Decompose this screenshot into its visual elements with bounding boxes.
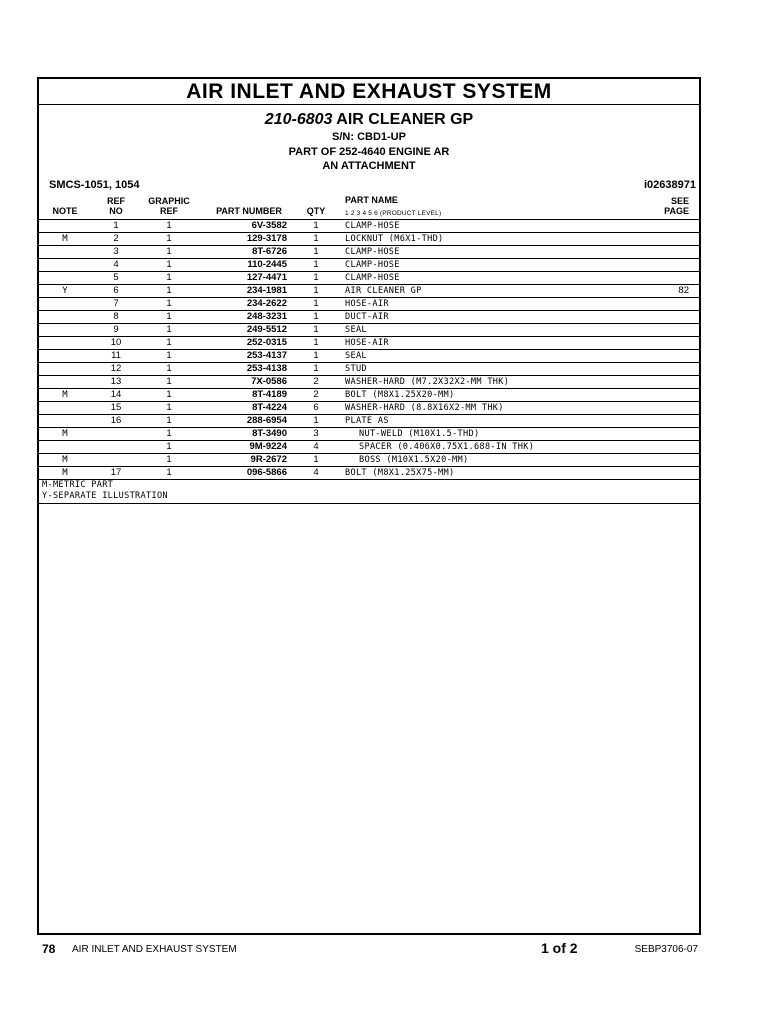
qty-cell: 3	[313, 428, 319, 439]
graphic-ref-cell: 1	[166, 298, 172, 309]
part-name-cell: CLAMP-HOSE	[345, 260, 400, 270]
part-name-cell: BOLT (M8X1.25X75-MM)	[345, 468, 455, 478]
qty-cell: 1	[313, 415, 319, 426]
table-row	[39, 402, 699, 415]
graphic-ref-cell: 1	[166, 467, 172, 478]
part-name-cell: DUCT-AIR	[345, 312, 389, 322]
part-name-cell: HOSE-AIR	[345, 299, 389, 309]
ref-cell: 13	[110, 376, 122, 387]
part-number-cell: 7X-0586	[251, 376, 287, 387]
graphic-ref-cell: 1	[166, 402, 172, 413]
table-row	[39, 220, 699, 233]
qty-cell: 1	[313, 298, 319, 309]
part-name-cell: HOSE-AIR	[345, 338, 389, 348]
qty-cell: 1	[313, 337, 319, 348]
part-name-cell: AIR CLEANER GP	[345, 286, 422, 296]
col-see-bottom: PAGE	[664, 206, 689, 216]
table-row	[39, 441, 699, 454]
ref-cell: 16	[110, 415, 122, 426]
column-headers	[39, 195, 699, 220]
qty-cell: 1	[313, 233, 319, 244]
col-see-top: SEE	[670, 196, 689, 206]
part-number-cell: 6V-3582	[251, 220, 287, 231]
see-page-cell: 82	[678, 285, 689, 296]
part-name-cell: SEAL	[345, 325, 367, 335]
footnote-separate-illustration: Y-SEPARATE ILLUSTRATION	[42, 491, 168, 501]
part-number-cell: 8T-4189	[252, 389, 287, 400]
part-number-cell: 253-4137	[246, 350, 287, 361]
qty-cell: 1	[313, 259, 319, 270]
part-number-cell: 110-2445	[247, 259, 287, 270]
qty-cell: 6	[313, 402, 319, 413]
part-name-cell: SPACER (0.406X0.75X1.688-IN THK)	[359, 442, 535, 452]
table-row	[39, 324, 699, 337]
part-number-cell: 234-2622	[246, 298, 287, 309]
graphic-ref-cell: 1	[166, 363, 172, 374]
qty-cell: 1	[313, 220, 319, 231]
page-footer	[0, 940, 768, 958]
graphic-ref-cell: 1	[166, 285, 172, 296]
part-number-cell: 253-4138	[246, 363, 287, 374]
section-title: AIR INLET AND EXHAUST SYSTEM	[39, 79, 699, 105]
note-cell: M	[62, 429, 68, 439]
part-name-cell: BOSS (M10X1.5X20-MM)	[359, 455, 469, 465]
graphic-ref-cell: 1	[166, 324, 172, 335]
table-row	[39, 415, 699, 428]
graphic-ref-cell: 1	[166, 389, 172, 400]
part-name-cell: CLAMP-HOSE	[345, 247, 400, 257]
qty-cell: 2	[313, 389, 319, 400]
attachment-line: AN ATTACHMENT	[322, 160, 416, 172]
table-row	[39, 428, 699, 441]
part-number-cell: 096-5866	[246, 467, 287, 478]
ref-cell: 11	[111, 350, 121, 361]
col-product-level: 1 2 3 4 5 6 (PRODUCT LEVEL)	[345, 210, 442, 217]
ref-cell: 15	[110, 402, 122, 413]
ref-cell: 12	[110, 363, 122, 374]
graphic-ref-cell: 1	[166, 311, 172, 322]
table-row	[39, 298, 699, 311]
footer-title: AIR INLET AND EXHAUST SYSTEM	[72, 944, 237, 955]
part-number-cell: 8T-3490	[252, 428, 287, 439]
graphic-ref-cell: 1	[166, 428, 172, 439]
note-cell: M	[62, 390, 68, 400]
table-row	[39, 259, 699, 272]
part-name-cell: WASHER-HARD (8.8X16X2-MM THK)	[345, 403, 504, 413]
qty-cell: 4	[313, 467, 319, 478]
part-number-cell: 288-6954	[246, 415, 287, 426]
parts-table	[39, 220, 699, 480]
page-of: 1 of 2	[541, 940, 578, 956]
table-row	[39, 233, 699, 246]
note-cell: Y	[62, 286, 68, 296]
qty-cell: 1	[313, 454, 319, 465]
col-graphic-bottom: REF	[160, 206, 178, 216]
ref-cell: 4	[113, 259, 119, 270]
note-cell: M	[62, 455, 68, 465]
ref-cell: 9	[113, 324, 119, 335]
col-ref-bottom: NO	[109, 206, 123, 216]
serial-number: S/N: CBD1-UP	[332, 131, 406, 143]
graphic-ref-cell: 1	[166, 246, 172, 257]
col-note: NOTE	[52, 206, 78, 216]
part-number-cell: 8T-6726	[252, 246, 287, 257]
qty-cell: 1	[313, 246, 319, 257]
part-number-cell: 9R-2672	[250, 454, 287, 465]
footnote-metric: M-METRIC PART	[42, 480, 114, 490]
note-cell: M	[62, 234, 68, 244]
table-row	[39, 389, 699, 402]
graphic-ref-cell: 1	[166, 272, 172, 283]
qty-cell: 1	[313, 311, 319, 322]
part-number-cell: 8T-4224	[252, 402, 287, 413]
ref-cell: 5	[113, 272, 119, 283]
ref-cell: 6	[113, 285, 119, 296]
qty-cell: 2	[313, 376, 319, 387]
ref-cell: 2	[113, 233, 119, 244]
page-number: 78	[42, 942, 56, 956]
part-name-cell: LOCKNUT (M6X1-THD)	[345, 234, 444, 244]
qty-cell: 1	[313, 285, 319, 296]
smcs-codes: SMCS-1051, 1054	[49, 179, 140, 191]
part-number-cell: 9M-9224	[249, 441, 287, 452]
group-name: AIR CLEANER GP	[336, 111, 474, 128]
part-number-cell: 248-3231	[246, 311, 287, 322]
table-row	[39, 350, 699, 363]
graphic-ref-cell: 1	[166, 415, 172, 426]
table-row	[39, 285, 699, 298]
graphic-ref-cell: 1	[166, 454, 172, 465]
part-name-cell: BOLT (M8X1.25X20-MM)	[345, 390, 455, 400]
graphic-ref-cell: 1	[166, 259, 172, 270]
group-heading	[39, 110, 699, 130]
illustration-id: i02638971	[644, 179, 696, 191]
part-name-cell: CLAMP-HOSE	[345, 221, 400, 231]
qty-cell: 1	[313, 324, 319, 335]
part-name-cell: CLAMP-HOSE	[345, 273, 400, 283]
part-name-cell: STUD	[345, 364, 367, 374]
part-number-cell: 249-5512	[246, 324, 287, 335]
part-name-cell: SEAL	[345, 351, 367, 361]
ref-cell: 8	[113, 311, 119, 322]
qty-cell: 1	[313, 350, 319, 361]
col-graphic-top: GRAPHIC	[148, 196, 190, 206]
part-number-cell: 127-4471	[246, 272, 287, 283]
ref-cell: 3	[113, 246, 119, 257]
part-number-cell: 234-1981	[246, 285, 287, 296]
ref-cell: 10	[110, 337, 122, 348]
col-ref-top: REF	[107, 196, 125, 206]
graphic-ref-cell: 1	[166, 337, 172, 348]
col-part-name: PART NAME	[345, 195, 398, 205]
table-row	[39, 454, 699, 467]
table-row	[39, 246, 699, 259]
qty-cell: 4	[313, 441, 319, 452]
group-number: 210-6803	[264, 111, 333, 128]
part-name-cell: PLATE AS	[345, 416, 389, 426]
table-row	[39, 272, 699, 285]
ref-cell: 14	[110, 389, 122, 400]
part-number-cell: 129-3178	[246, 233, 287, 244]
footnotes	[39, 479, 699, 504]
parts-page-frame	[37, 77, 701, 935]
part-name-cell: WASHER-HARD (M7.2X32X2-MM THK)	[345, 377, 510, 387]
qty-cell: 1	[313, 272, 319, 283]
table-row	[39, 337, 699, 350]
graphic-ref-cell: 1	[166, 220, 172, 231]
part-of-line: PART OF 252-4640 ENGINE AR	[288, 146, 450, 158]
qty-cell: 1	[313, 363, 319, 374]
col-qty: QTY	[306, 206, 326, 216]
table-row	[39, 311, 699, 324]
table-row	[39, 376, 699, 389]
ref-cell: 17	[110, 467, 122, 478]
part-name-cell: NUT-WELD (M10X1.5-THD)	[359, 429, 480, 439]
table-row	[39, 363, 699, 376]
ref-cell: 7	[113, 298, 119, 309]
note-cell: M	[62, 468, 68, 478]
graphic-ref-cell: 1	[166, 233, 172, 244]
graphic-ref-cell: 1	[166, 376, 172, 387]
col-part-number: PART NUMBER	[216, 206, 282, 216]
document-number: SEBP3706-07	[634, 944, 698, 955]
ref-cell: 1	[113, 220, 119, 231]
part-number-cell: 252-0315	[246, 337, 287, 348]
graphic-ref-cell: 1	[166, 441, 172, 452]
graphic-ref-cell: 1	[166, 350, 172, 361]
